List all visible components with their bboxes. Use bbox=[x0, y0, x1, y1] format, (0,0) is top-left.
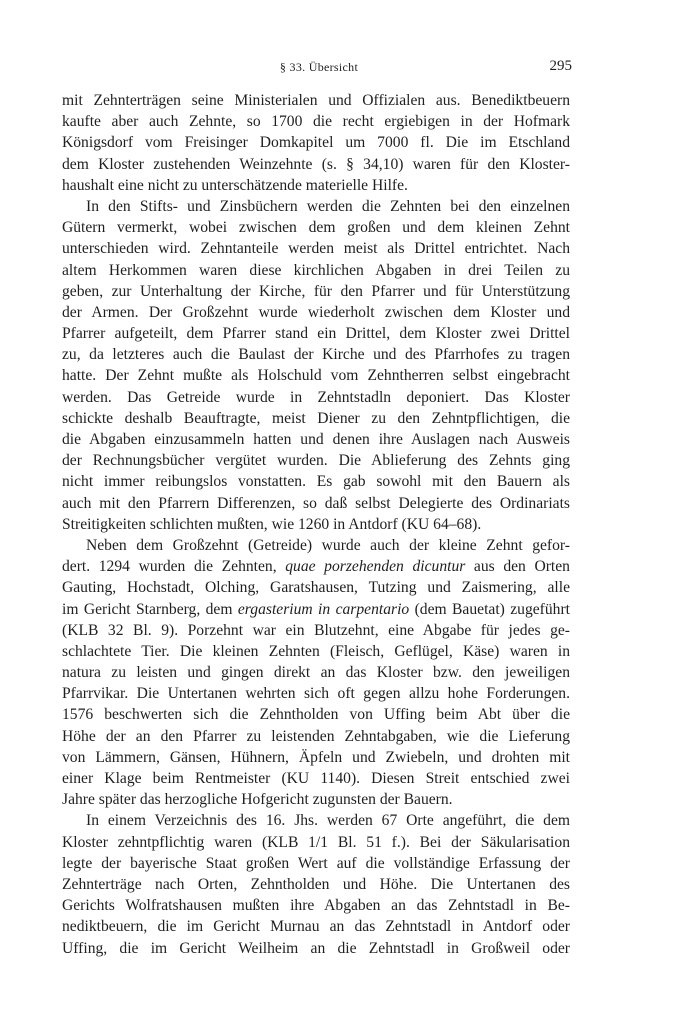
body-text bbox=[62, 90, 570, 959]
text-line: Pfarrvikar. Die Untertanen wehrten sich oft gegen allzu hohe Forderungen. bbox=[62, 685, 570, 703]
text-line: Gerichts Wolfratshausen mußten ihre Abgaben an das Zehntstadl in Be- bbox=[62, 897, 570, 915]
text-line: legte der bayerische Staat großen Wert auf die vollständige Erfassung der bbox=[62, 854, 570, 872]
text-line: Gauting, Hochstadt, Olching, Garatshausen, Tutzing und Zaismering, alle bbox=[62, 579, 570, 597]
text-fragment: (dem Bauetat) zugeführt bbox=[409, 600, 570, 618]
text-line: nicht immer reibungslos vonstatten. Es gab sowohl mit den Bauern als bbox=[62, 473, 570, 491]
text-line: zu, da letzteres auch die Baulast der Kirche und des Pfarrhofes zu tragen bbox=[62, 346, 570, 364]
text-line: kaufte aber auch Zehnte, so 1700 die recht ergiebigen in der Hofmark bbox=[62, 113, 570, 131]
text-line: mit Zehnterträgen seine Ministerialen und Offizialen aus. Benediktbeuern bbox=[62, 92, 570, 109]
text-line: hatte. Der Zehnt mußte als Holschuld vom Zehntherren selbst eingebracht bbox=[62, 367, 570, 385]
text-line: Kloster zehntpflichtig waren (KLB 1/1 Bl. 51 f.). Bei der Säkularisation bbox=[62, 833, 570, 851]
text-line: unterschieden wird. Zehntanteile werden meist als Drittel entrichtet. Nach bbox=[62, 240, 570, 258]
text-line: haushalt eine nicht zu unterschätzende materielle Hilfe. bbox=[62, 176, 408, 194]
text-line: schlachtete Tier. Die kleinen Zehnten (Fleisch, Geflügel, Käse) waren in bbox=[62, 642, 570, 660]
text-line: Neben dem Großzehnt (Getreide) wurde auch der kleine Zehnt gefor- bbox=[86, 536, 570, 554]
text-line: 1576 beschwerten sich die Zehntholden von Uffing beim Abt über die bbox=[62, 706, 570, 724]
text-fragment: im Gericht Starnberg, dem bbox=[62, 600, 238, 618]
text-line: Höhe der an den Pfarrer zu leistenden Zehntabgaben, wie die Lieferung bbox=[62, 727, 570, 745]
text-line: von Lämmern, Gänsen, Hühnern, Äpfeln und Zwiebeln, und drohten mit bbox=[62, 748, 570, 766]
text-line: Streitigkeiten schlichten mußten, wie 1260 in Antdorf (KU 64–68). bbox=[62, 515, 482, 533]
text-line: der Rechnungsbücher vergütet wurden. Die Ablieferung des Zehnts ging bbox=[62, 452, 570, 470]
text-line: schickte deshalb Beauftragte, meist Diener zu den Zehntpflichtigen, die bbox=[62, 409, 570, 427]
page-number: 295 bbox=[549, 58, 572, 74]
text-line: auch mit den Pfarrern Differenzen, so daß selbst Delegierte des Ordinariats bbox=[62, 494, 570, 512]
text-line: In den Stifts- und Zinsbüchern werden die Zehnten bei den einzelnen bbox=[86, 197, 570, 215]
text-line: werden. Das Getreide wurde in Zehntstadln deponiert. Das Kloster bbox=[62, 388, 570, 406]
text-line: Zehnterträge nach Orten, Zehntholden und Höhe. Die Untertanen des bbox=[62, 875, 570, 893]
text-line: (KLB 32 Bl. 9). Porzehnt war ein Blutzehnt, eine Abgabe für jedes ge- bbox=[62, 621, 570, 639]
latin-phrase: quae porzehenden dicuntur bbox=[285, 558, 466, 576]
text-line: Pfarrer aufgeteilt, dem Pfarrer stand ein Drittel, dem Kloster zwei Drittel bbox=[62, 325, 570, 343]
page-header bbox=[66, 58, 572, 78]
text-line: der Armen. Der Großzehnt wurde wiederholt zwischen dem Kloster und bbox=[62, 303, 570, 321]
text-fragment: aus den Orten bbox=[465, 558, 570, 576]
latin-phrase: ergasterium in carpentario bbox=[237, 600, 410, 618]
text-line: einer Klage beim Rentmeister (KU 1140). Diesen Streit entschied zwei bbox=[62, 770, 570, 787]
running-head: § 33. Übersicht bbox=[279, 60, 359, 74]
text-line bbox=[62, 556, 570, 577]
text-line: In einem Verzeichnis des 16. Jhs. werden 67 Orte angeführt, die dem bbox=[86, 812, 570, 830]
text-line: dem Kloster zustehenden Weinzehnte (s. § 34,10) waren für den Kloster- bbox=[62, 155, 570, 173]
text-line bbox=[62, 599, 570, 620]
text-line: nediktbeuern, die im Gericht Murnau an das Zehntstadl in Antdorf oder bbox=[62, 918, 570, 936]
text-line: Gütern vermerkt, wobei zwischen dem großen und dem kleinen Zehnt bbox=[62, 219, 570, 237]
text-line: die Abgaben einzusammeln hatten und denen ihre Auslagen nach Ausweis bbox=[62, 431, 570, 448]
text-line: natura zu leisten und gingen direkt an das Kloster bzw. den jeweiligen bbox=[62, 664, 570, 682]
text-line: geben, zur Unterhaltung der Kirche, für den Pfarrer und für Unterstützung bbox=[62, 282, 570, 300]
text-fragment: dert. 1294 wurden die Zehnten, bbox=[62, 558, 286, 576]
text-line: Uffing, die im Gericht Weilheim an die Zehntstadl in Großweil oder bbox=[62, 939, 570, 957]
text-line: altem Herkommen waren diese kirchlichen Abgaben in drei Teilen zu bbox=[62, 261, 570, 279]
text-line: Jahre später das herzogliche Hofgericht zugunsten der Bauern. bbox=[62, 791, 453, 809]
text-line: Königsdorf vom Freisinger Domkapitel um 7000 fl. Die im Etschland bbox=[62, 134, 570, 152]
